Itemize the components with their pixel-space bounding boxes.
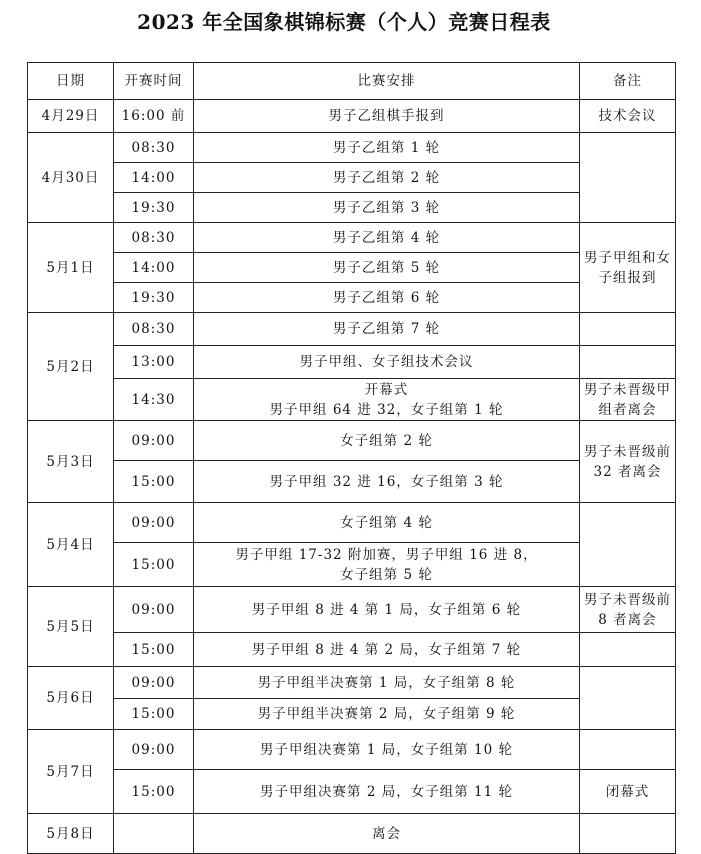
date-cell: 5月5日 bbox=[28, 587, 114, 667]
time-cell: 09:00 bbox=[114, 503, 194, 543]
note-cell bbox=[580, 633, 676, 667]
arrangement-cell bbox=[194, 730, 580, 770]
arrangement-line: 男子甲组决赛第 2 局，女子组第 11 轮 bbox=[260, 783, 513, 800]
time-cell: 19:30 bbox=[114, 283, 194, 313]
arrangement-cell bbox=[194, 163, 580, 193]
header-note: 备注 bbox=[580, 63, 676, 100]
time-cell: 15:00 bbox=[114, 461, 194, 503]
date-cell: 5月6日 bbox=[28, 667, 114, 730]
arrangement-line: 男子乙组第 2 轮 bbox=[332, 169, 441, 186]
arrangement-line: 男子甲组、女子组技术会议 bbox=[299, 354, 474, 370]
schedule-table bbox=[27, 62, 676, 854]
arrangement-cell bbox=[194, 667, 580, 699]
time-cell: 09:00 bbox=[114, 421, 194, 461]
table-row bbox=[28, 461, 676, 503]
table-row bbox=[28, 814, 676, 854]
date-cell: 5月2日 bbox=[28, 313, 114, 421]
time-cell: 14:00 bbox=[114, 163, 194, 193]
table-row bbox=[28, 313, 676, 346]
table-row bbox=[28, 100, 676, 133]
arrangement-line: 开幕式 bbox=[364, 381, 409, 398]
header-date: 日期 bbox=[28, 63, 114, 100]
note-cell bbox=[580, 133, 676, 223]
note-cell bbox=[580, 503, 676, 587]
time-cell: 14:00 bbox=[114, 253, 194, 283]
note-cell: 闭幕式 bbox=[580, 770, 676, 814]
time-cell: 15:00 bbox=[114, 770, 194, 814]
time-cell: 13:00 bbox=[114, 346, 194, 379]
arrangement-line: 男子甲组 32 进 16，女子组第 3 轮 bbox=[269, 473, 504, 490]
time-cell: 15:00 bbox=[114, 699, 194, 730]
arrangement-line: 男子乙组第 1 轮 bbox=[332, 139, 441, 156]
note-cell: 男子未晋级甲组者离会 bbox=[580, 379, 676, 421]
header-arrangement: 比赛安排 bbox=[194, 63, 580, 100]
table-row bbox=[28, 503, 676, 543]
table-row bbox=[28, 699, 676, 730]
date-cell: 4月29日 bbox=[28, 100, 114, 133]
date-cell: 5月1日 bbox=[28, 223, 114, 313]
time-cell: 09:00 bbox=[114, 730, 194, 770]
table-row bbox=[28, 633, 676, 667]
arrangement-line: 男子甲组决赛第 1 局，女子组第 10 轮 bbox=[260, 741, 513, 758]
arrangement-line: 男子甲组 64 进 32，女子组第 1 轮 bbox=[269, 401, 504, 418]
table-row bbox=[28, 543, 676, 587]
note-cell bbox=[580, 667, 676, 730]
arrangement-line: 男子乙组棋手报到 bbox=[328, 108, 445, 124]
note-cell bbox=[580, 730, 676, 770]
note-cell: 男子未晋级前 32 者离会 bbox=[580, 421, 676, 503]
note-cell: 技术会议 bbox=[580, 100, 676, 133]
time-cell: 15:00 bbox=[114, 633, 194, 667]
arrangement-cell bbox=[194, 253, 580, 283]
date-cell: 5月4日 bbox=[28, 503, 114, 587]
table-row bbox=[28, 770, 676, 814]
arrangement-line: 女子组第 5 轮 bbox=[340, 566, 433, 583]
time-cell: 16:00 前 bbox=[114, 100, 194, 133]
arrangement-cell bbox=[194, 346, 580, 379]
table-row bbox=[28, 730, 676, 770]
arrangement-line: 男子甲组 17-32 附加赛，男子甲组 16 进 8， bbox=[235, 546, 538, 563]
page-title: 2023 年全国象棋锦标赛（个人）竞赛日程表 bbox=[137, 10, 551, 34]
note-cell bbox=[580, 814, 676, 854]
date-cell: 5月7日 bbox=[28, 730, 114, 814]
arrangement-cell bbox=[194, 421, 580, 461]
arrangement-cell bbox=[194, 313, 580, 346]
time-cell: 09:00 bbox=[114, 587, 194, 633]
arrangement-line: 女子组第 4 轮 bbox=[340, 514, 433, 531]
arrangement-cell bbox=[194, 133, 580, 163]
time-cell: 08:30 bbox=[114, 313, 194, 346]
time-cell: 19:30 bbox=[114, 193, 194, 223]
arrangement-cell bbox=[194, 283, 580, 313]
header-time: 开赛时间 bbox=[114, 63, 194, 100]
time-cell bbox=[114, 814, 194, 854]
time-cell: 15:00 bbox=[114, 543, 194, 587]
arrangement-line: 离会 bbox=[372, 825, 401, 842]
header-row bbox=[28, 63, 676, 100]
arrangement-line: 男子甲组 8 进 4 第 2 局，女子组第 7 轮 bbox=[251, 641, 522, 658]
table-row bbox=[28, 587, 676, 633]
note-cell bbox=[580, 346, 676, 379]
arrangement-line: 女子组第 2 轮 bbox=[340, 432, 433, 449]
table-row bbox=[28, 133, 676, 163]
table-row bbox=[28, 379, 676, 421]
time-cell: 08:30 bbox=[114, 223, 194, 253]
arrangement-cell bbox=[194, 503, 580, 543]
date-cell: 5月8日 bbox=[28, 814, 114, 854]
arrangement-cell bbox=[194, 193, 580, 223]
table-row bbox=[28, 283, 676, 313]
table-row bbox=[28, 163, 676, 193]
arrangement-cell bbox=[194, 814, 580, 854]
arrangement-cell bbox=[194, 543, 580, 587]
arrangement-cell bbox=[194, 379, 580, 421]
time-cell: 14:30 bbox=[114, 379, 194, 421]
table-row bbox=[28, 346, 676, 379]
arrangement-line: 男子甲组半决赛第 2 局，女子组第 9 轮 bbox=[257, 706, 516, 722]
arrangement-cell bbox=[194, 100, 580, 133]
time-cell: 09:00 bbox=[114, 667, 194, 699]
table-row bbox=[28, 253, 676, 283]
time-cell: 08:30 bbox=[114, 133, 194, 163]
arrangement-cell bbox=[194, 461, 580, 503]
date-cell: 4月30日 bbox=[28, 133, 114, 223]
schedule-body bbox=[28, 100, 676, 854]
arrangement-cell bbox=[194, 699, 580, 730]
arrangement-line: 男子乙组第 4 轮 bbox=[332, 229, 441, 246]
arrangement-line: 男子乙组第 5 轮 bbox=[332, 259, 441, 276]
note-cell: 男子未晋级前 8 者离会 bbox=[580, 587, 676, 633]
table-row bbox=[28, 667, 676, 699]
note-cell bbox=[580, 313, 676, 346]
arrangement-line: 男子甲组半决赛第 1 局，女子组第 8 轮 bbox=[257, 674, 516, 691]
arrangement-line: 男子乙组第 3 轮 bbox=[332, 199, 441, 216]
arrangement-line: 男子甲组 8 进 4 第 1 局，女子组第 6 轮 bbox=[251, 601, 522, 618]
table-row bbox=[28, 421, 676, 461]
note-cell: 男子甲组和女子组报到 bbox=[580, 223, 676, 313]
arrangement-cell bbox=[194, 770, 580, 814]
arrangement-cell bbox=[194, 223, 580, 253]
arrangement-cell bbox=[194, 633, 580, 667]
table-row bbox=[28, 223, 676, 253]
date-cell: 5月3日 bbox=[28, 421, 114, 503]
arrangement-line: 男子乙组第 6 轮 bbox=[332, 289, 441, 306]
arrangement-line: 男子乙组第 7 轮 bbox=[332, 321, 441, 337]
table-row bbox=[28, 193, 676, 223]
arrangement-cell bbox=[194, 587, 580, 633]
